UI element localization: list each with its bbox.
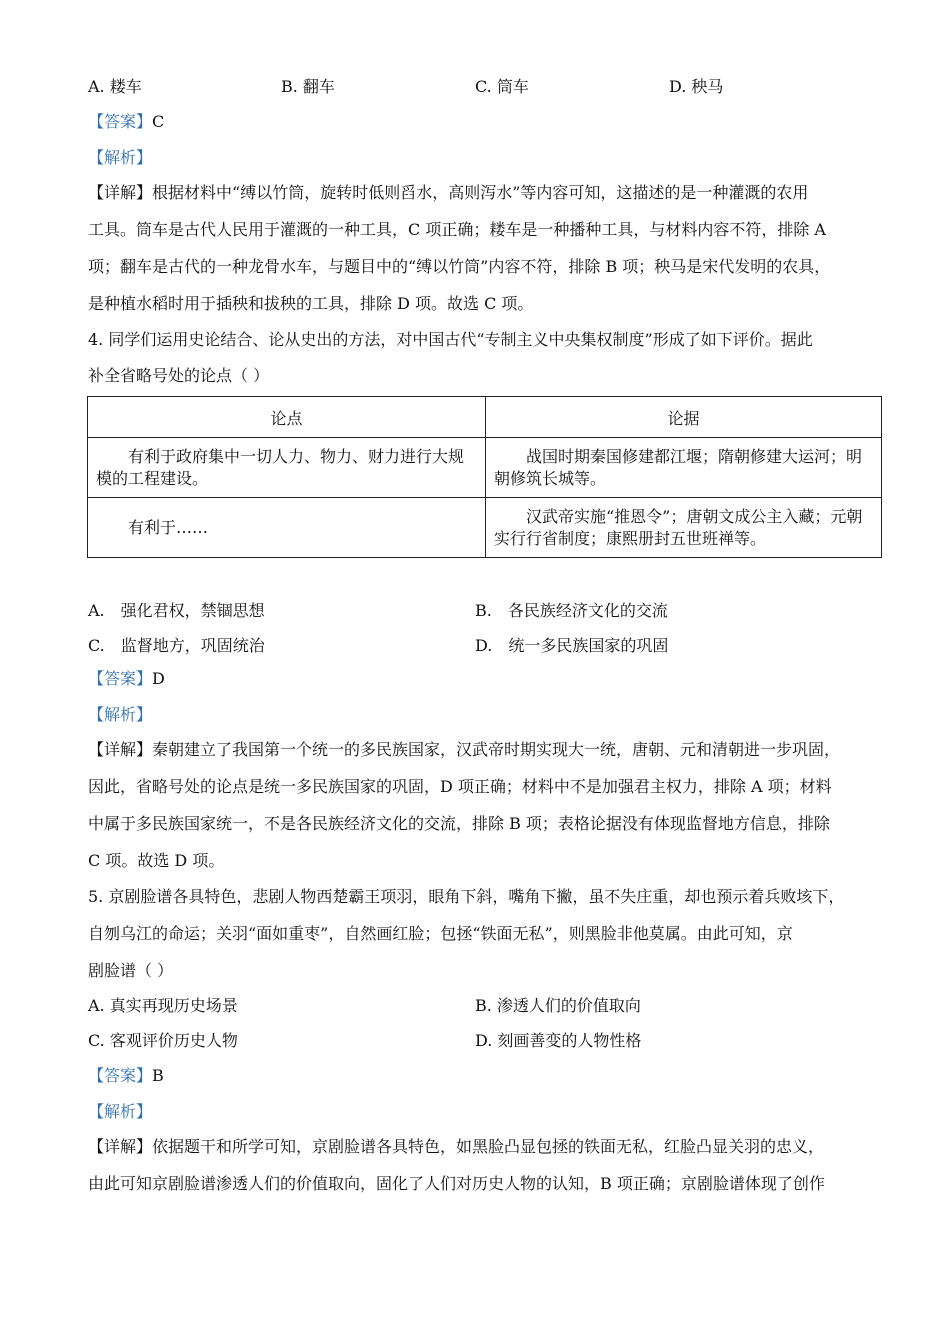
q4-detail-line [88, 739, 863, 761]
q3-detail-line: 项；翻车是古代的一种龙骨水车，与题目中的“缚以竹筒”内容不符，排除 B 项；秧马是宋代发明的农具， [88, 257, 831, 276]
q5-detail-line: 由此可知京剧脸谱渗透人们的价值取向，固化了人们对历史人物的认知，B 项正确；京剧脸谱体现了创作 [88, 1174, 825, 1193]
q5-answer [88, 1065, 863, 1087]
q5-stem-line: 自刎乌江的命运；关羽“面如重枣”，自然画红脸；包拯“铁面无私”，则黑脸非他莫属。由此可知，京 [88, 924, 793, 943]
detail-text: 秦朝建立了我国第一个统一的多民族国家，汉武帝时期实现大一统，唐朝、元和清朝进一步巩固， [152, 740, 841, 759]
table-header-cell: 论点 [88, 397, 486, 438]
q4-stem-line: 补全省略号处的论点（ ） [88, 366, 270, 385]
q5-detail-line [88, 1136, 863, 1158]
q3-detail-line [88, 182, 863, 204]
table-cell: 汉武帝实施“推恩令”；唐朝文成公主入藏；元朝实行行省制度；康熙册封五世班禅等。 [486, 498, 882, 558]
q5-option-a: A. 真实再现历史场景 [88, 996, 238, 1015]
answer-tag: 【答案】 [88, 1066, 153, 1085]
q4-option-d: D. 统一多民族国家的巩固 [475, 636, 669, 655]
table-cell: 有利于政府集中一切人力、物力、财力进行大规模的工程建设。 [88, 438, 486, 498]
q3-option-a: A. 耧车 [88, 77, 142, 96]
q4-detail-line: C 项。故选 D 项。 [88, 851, 225, 870]
q3-analysis-tag: 【解析】 [88, 148, 153, 167]
q5-analysis-tag: 【解析】 [88, 1102, 153, 1121]
q5-option-d: D. 刻画善变的人物性格 [475, 1031, 642, 1050]
q5-stem-line: 5. 京剧脸谱各具特色，悲剧人物西楚霸王项羽，眼角下斜，嘴角下撇，虽不失庄重，却也预示着兵败垓下， [88, 887, 845, 906]
q5-option-c: C. 客观评价历史人物 [88, 1031, 238, 1050]
q4-option-b: B. 各民族经济文化的交流 [475, 601, 668, 620]
table-cell: 有利于…… [88, 498, 486, 558]
detail-tag: 【详解】 [88, 1137, 153, 1156]
q5-option-b: B. 渗透人们的价值取向 [475, 996, 641, 1015]
detail-tag: 【详解】 [88, 740, 153, 759]
q3-detail-line: 工具。筒车是古代人民用于灌溉的一种工具，C 项正确；耧车是一种播种工具，与材料内容不符，排除 A [88, 220, 826, 239]
table-row [88, 438, 882, 498]
q4-detail-line: 因此，省略号处的论点是统一多民族国家的巩固，D 项正确；材料中不是加强君主权力，排除 A 项；材料 [88, 777, 832, 796]
q4-argument-table [87, 396, 882, 558]
q5-stem-line: 剧脸谱（ ） [88, 961, 174, 980]
q3-detail-line: 是种植水稻时用于插秧和拔秧的工具，排除 D 项。故选 C 项。 [88, 294, 534, 313]
q3-option-c: C. 筒车 [475, 77, 529, 96]
q4-detail-line: 中属于多民族国家统一，不是各民族经济文化的交流，排除 B 项；表格论据没有体现监督地方信息，排除 [88, 814, 830, 833]
answer-value: C [152, 112, 165, 131]
q3-option-b: B. 翻车 [281, 77, 335, 96]
q3-answer [88, 111, 863, 133]
answer-value: D [152, 669, 165, 688]
detail-text: 根据材料中“缚以竹筒，旋转时低则舀水，高则泻水”等内容可知，这描述的是一种灌溉的农用 [152, 183, 809, 202]
answer-value: B [152, 1066, 164, 1085]
q4-answer [88, 668, 863, 690]
detail-text: 依据题干和所学可知，京剧脸谱各具特色，如黑脸凸显包拯的铁面无私，红脸凸显关羽的忠义， [152, 1137, 825, 1156]
table-cell: 战国时期秦国修建都江堰；隋朝修建大运河；明朝修筑长城等。 [486, 438, 882, 498]
q4-option-a: A. 强化君权，禁锢思想 [88, 601, 265, 620]
table-row [88, 498, 882, 558]
answer-tag: 【答案】 [88, 669, 153, 688]
answer-tag: 【答案】 [88, 112, 153, 131]
q4-option-c: C. 监督地方，巩固统治 [88, 636, 265, 655]
table-header-cell: 论据 [486, 397, 882, 438]
q4-analysis-tag: 【解析】 [88, 705, 153, 724]
q3-option-d: D. 秧马 [669, 77, 724, 96]
detail-tag: 【详解】 [88, 183, 153, 202]
table-header-row [88, 397, 882, 438]
q4-stem-line: 4. 同学们运用史论结合、论从史出的方法，对中国古代“专制主义中央集权制度”形成了如下评价。据此 [88, 330, 813, 349]
